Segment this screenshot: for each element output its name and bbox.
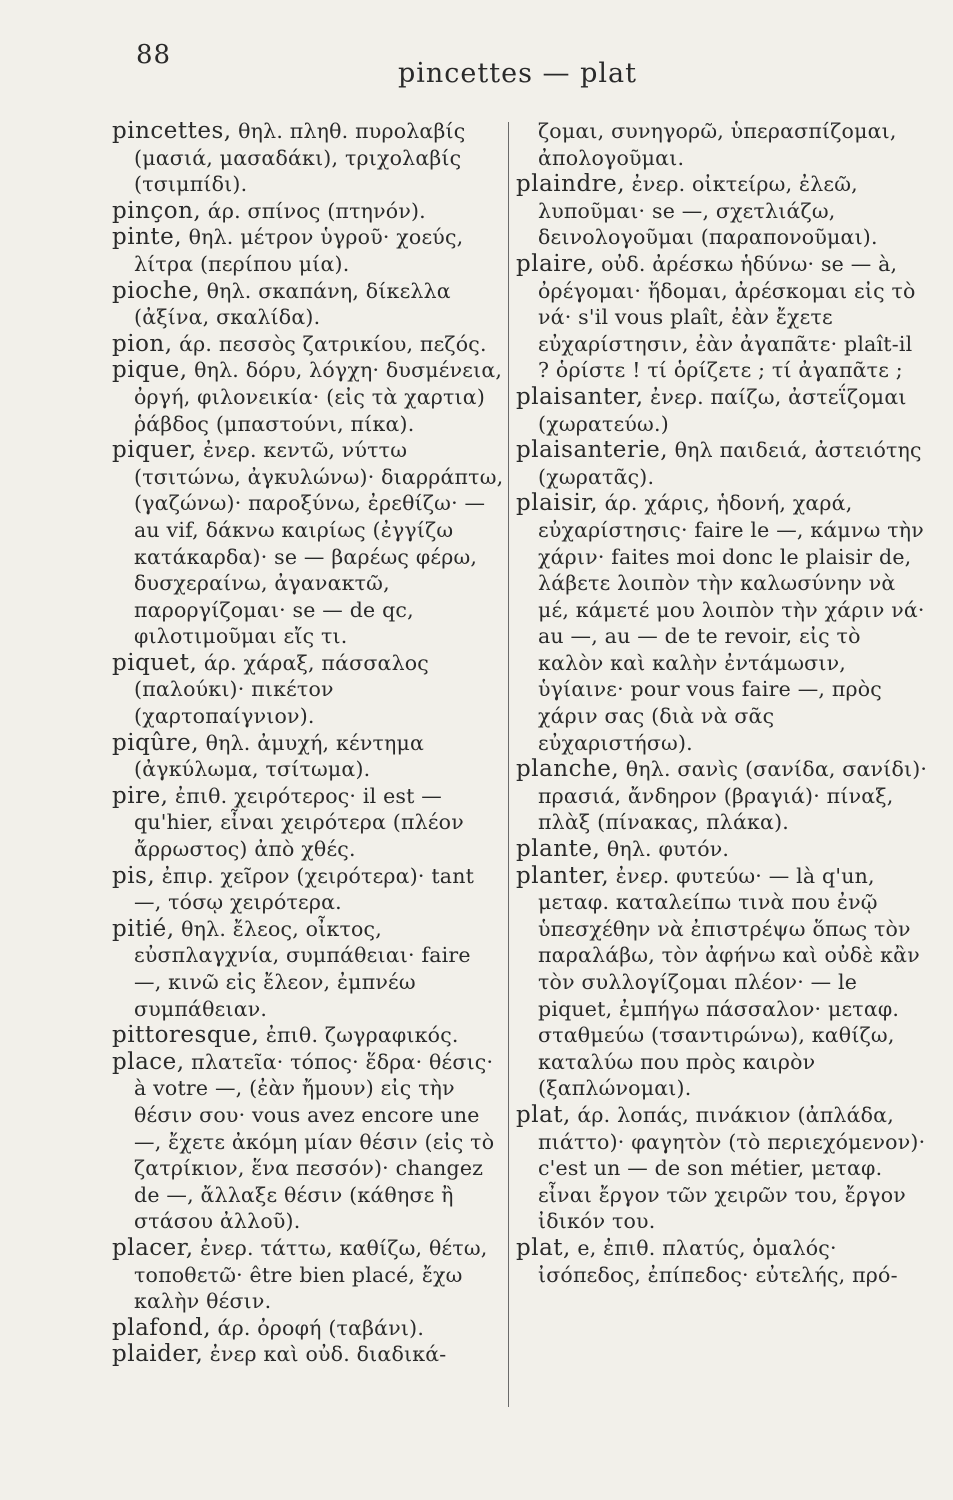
dictionary-entry [516, 118, 928, 171]
dictionary-entry [112, 278, 504, 331]
entry-definition: ἐνερ καὶ οὐδ. διαδικά- [209, 1342, 447, 1367]
dictionary-entry [112, 224, 504, 277]
entry-paragraph [112, 650, 504, 730]
entry-headword: plaisir, [516, 490, 599, 517]
entry-definition: ἐπιθ. ζωγραφικός. [265, 1023, 459, 1048]
entry-paragraph [112, 1315, 504, 1342]
entry-definition: θηλ. φυτόν. [606, 837, 730, 862]
entry-definition: άρ. ὀροφή (ταβάνι). [217, 1315, 425, 1340]
entry-paragraph [112, 783, 504, 863]
dictionary-entry [112, 650, 504, 730]
dictionary-entry [516, 251, 928, 384]
entry-headword: pitié, [112, 915, 175, 942]
dictionary-entry [112, 331, 504, 358]
dictionary-entry [112, 357, 504, 437]
entry-paragraph [112, 437, 504, 650]
entry-definition: άρ. χάρις, ἡδονή, χαρά, εὐχαρίστησις· faire le —, κάμνω τὴν χάριν· faites moi donc le plaisir de, λάβετε λοιπὸν τὴν καλωσύνην νὰ μέ, κάμετέ μου λοιπὸν τὴν χάριν νά· au —, au — de te revoir, εἰς τὸ καλὸν καὶ καλὴν ἐντάμωσιν, ὑγίαινε· pour vous faire —, πρὸς χάριν σας (διὰ νὰ σᾶς εὐχαριστήσω). [538, 491, 925, 755]
entry-definition: ἐνερ. οἰκτείρω, ἐλεῶ, λυποῦμαι· se —, σχετλιάζω, δεινολογοῦμαι (παραπονοῦμαι). [538, 172, 878, 250]
entry-paragraph [112, 916, 504, 1022]
entry-definition: ζομαι, συνηγορῶ, ὑπερασπίζομαι, ἀπολογοῦμαι. [538, 119, 897, 170]
dictionary-entry [516, 171, 928, 251]
dictionary-entry [112, 783, 504, 863]
entry-paragraph [112, 1341, 504, 1368]
dictionary-entry [112, 730, 504, 783]
entry-headword: pis, [112, 862, 156, 889]
running-head: pincettes — plat [398, 58, 637, 89]
entry-definition: πλατεῖα· τόπος· ἕδρα· θέσις· à votre —, (ἐὰν ἤμουν) εἰς τὴν θέσιν σου· vous avez encore une —, ἔχετε ἀκόμη μίαν θέσιν (εἰς τὸ ζατρίκιον, ἕνα πεσσόν)· changez de —, ἄλλαξε θέσιν (κάθησε ἢ στάσου ἀλλοῦ). [134, 1049, 495, 1234]
dictionary-entry [112, 118, 504, 198]
entry-paragraph [112, 224, 504, 277]
entry-paragraph [112, 1235, 504, 1315]
entry-paragraph [516, 756, 928, 836]
entry-definition: θηλ. ἔλεος, οἶκτος, εὐσπλαγχνία, συμπάθειαι· faire —, κινῶ εἰς ἔλεον, ἐμπνέω συμπάθειαν. [134, 916, 471, 1021]
entry-paragraph [112, 1022, 504, 1049]
entry-paragraph [112, 1049, 504, 1235]
entry-paragraph [112, 331, 504, 358]
entry-definition: άρ. χάραξ, πάσσαλος (παλούκι)· πικέτον (χαρτοπαίγνιον). [134, 650, 429, 729]
entry-definition: ἐνερ. τάττω, καθίζω, θέτω, τοποθετῶ· être bien placé, ἔχω καλὴν θέσιν. [134, 1235, 488, 1314]
dictionary-entry [516, 756, 928, 836]
entry-headword: pire, [112, 782, 169, 809]
entry-definition: ἐνερ. παίζω, ἀστεΐζομαι (χωρατεύω.) [538, 384, 907, 436]
right-column [516, 118, 928, 1288]
entry-headword: plaider, [112, 1341, 204, 1368]
entry-headword: piquet, [112, 649, 198, 676]
entry-headword: plat, [516, 1234, 571, 1261]
dictionary-entry [112, 863, 504, 916]
entry-definition: άρ. λοπάς, πινάκιον (ἀπλάδα, πιάττο)· φαγητὸν (τὸ περιεχόμενον)· c'est un — de son métier, μεταφ. εἶναι ἔργον τῶν χειρῶν του, ἔργον ἰδικόν του. [538, 1102, 926, 1234]
dictionary-entry [516, 490, 928, 756]
dictionary-entry [112, 1341, 504, 1368]
entry-paragraph [516, 384, 928, 437]
entry-headword: pinte, [112, 224, 183, 251]
entry-headword: plaire, [516, 250, 595, 277]
entry-headword: plafond, [112, 1314, 211, 1341]
entry-definition: θηλ. σανὶς (σανίδα, σανίδι)· πρασιά, ἄνδηρον (βραγιά)· πίναξ, πλὰξ (πίνακας, πλάκα). [538, 757, 928, 835]
column-divider [508, 122, 509, 1407]
entry-definition: ἐπιθ. χειρότερος· il est — qu'hier, εἶναι χειρότερα (πλέον ἄρρωστος) ἀπὸ χθές. [134, 783, 464, 862]
entry-paragraph [112, 357, 504, 437]
dictionary-entry [112, 198, 504, 225]
entry-paragraph [112, 863, 504, 916]
entry-headword: piqûre, [112, 729, 200, 756]
entry-definition: θηλ παιδειά, ἀστειότης (χωρατᾶς). [538, 438, 922, 489]
entry-definition: θηλ. μέτρον ὑγροῦ· χοεύς, λίτρα (περίπου μία). [134, 225, 464, 276]
entry-definition: θηλ. πληθ. πυρολαβίς (μασιά, μασαδάκι), τριχολαβίς (τσιμπίδι). [134, 119, 466, 197]
entry-paragraph [516, 1235, 928, 1288]
entry-paragraph [516, 490, 928, 756]
dictionary-entry [516, 1235, 928, 1288]
entry-headword: placer, [112, 1234, 194, 1261]
entry-headword: plaisanterie, [516, 437, 669, 464]
dictionary-entry [112, 916, 504, 1022]
entry-headword: plat, [516, 1101, 571, 1128]
entry-paragraph [112, 118, 504, 198]
entry-paragraph [516, 437, 928, 490]
entry-definition: θηλ. ἀμυχή, κέντημα (ἀγκύλωμα, τσίτωμα). [134, 730, 425, 782]
entry-headword: plante, [516, 836, 601, 863]
entry-paragraph [112, 730, 504, 783]
entry-headword: place, [112, 1048, 185, 1075]
entry-headword: piquer, [112, 437, 197, 464]
dictionary-entry [112, 1049, 504, 1235]
entry-definition: άρ. σπίνος (πτηνόν). [207, 198, 426, 223]
dictionary-entry [112, 437, 504, 650]
entry-definition: θηλ. δόρυ, λόγχη· δυσμένεια, ὀργή, φιλονεικία· (εἰς τὰ χαρτια) ῥάβδος (μπαστούνι, πίκα). [134, 358, 503, 436]
dictionary-entry [112, 1235, 504, 1315]
entry-headword: plaisanter, [516, 383, 644, 410]
entry-headword: pittoresque, [112, 1022, 260, 1049]
entry-paragraph [516, 863, 928, 1102]
entry-definition: ἐνερ. φυτεύω· — là q'un, μεταφ. καταλείπω τινὰ που ἐνῷ ὑπεσχέθην νὰ ἐπιστρέψω ὅπως τὸν παραλάβω, τὸν ἀφήνω καὶ οὐδὲ κἂν τὸν συλλογίζομαι πλέον· — le piquet, ἐμπήγω πάσσαλον· μεταφ. σταθμεύω (τσαντιρώνω), καθίζω, καταλύω που πρὸς καιρὸν (ξαπλώνομαι). [538, 863, 920, 1101]
entry-definition: e, ἐπιθ. πλατύς, ὁμαλός· ἰσόπεδος, ἐπίπεδος· εὐτελής, πρό- [538, 1235, 898, 1287]
entry-definition: ἐνερ. κεντῶ, νύττω (τσιτώνω, ἀγκυλώνω)· διαρράπτω, (γαζώνω)· παροξύνω, ἐρεθίζω· — au vif, δάκνω καιρίως (ἐγγίζω κατάκαρδα)· se — βαρέως φέρω, δυσχεραίνω, ἀγανακτῶ, παροργίζομαι· se — de qc, φιλοτιμοῦμαι εἴς τι. [134, 438, 504, 649]
entry-headword: plaindre, [516, 171, 626, 198]
entry-definition: οὐδ. ἀρέσκω ἡδύνω· se — à, ὀρέγομαι· ἥδομαι, ἀρέσκομαι εἰς τὸ νά· s'il vous plaît, ἐὰν ἔχετε εὐχαρίστησιν, ἐὰν ἀγαπᾶτε· plaît-il ? ὁρίστε ! τί ὁρίζετε ; τί ἀγαπᾶτε ; [538, 251, 916, 383]
dictionary-entry [516, 384, 928, 437]
entry-headword: pion, [112, 330, 173, 357]
entry-paragraph [516, 836, 928, 863]
entry-paragraph [516, 251, 928, 384]
entry-definition: ἐπιρ. χεῖρον (χειρότερα)· tant —, τόσῳ χειρότερα. [134, 863, 475, 915]
entry-headword: planter, [516, 862, 610, 889]
dictionary-entry [516, 863, 928, 1102]
entry-headword: pique, [112, 357, 188, 384]
dictionary-entry [112, 1022, 504, 1049]
entry-headword: pincettes, [112, 118, 232, 144]
entry-headword: pinçon, [112, 197, 202, 224]
dictionary-entry [516, 836, 928, 863]
page-number: 88 [136, 40, 172, 70]
dictionary-entry [112, 1315, 504, 1342]
entry-headword: pioche, [112, 277, 201, 304]
entry-paragraph [516, 1102, 928, 1235]
dictionary-entry [516, 1102, 928, 1235]
entry-definition: άρ. πεσσὸς ζατρικίου, πεζός. [179, 331, 487, 356]
entry-paragraph [516, 171, 928, 251]
entry-paragraph [516, 118, 928, 171]
dictionary-entry [516, 437, 928, 490]
entry-definition: θηλ. σκαπάνη, δίκελλα (ἀξίνα, σκαλίδα). [134, 278, 451, 330]
entry-paragraph [112, 278, 504, 331]
left-column [112, 118, 504, 1368]
entry-paragraph [112, 198, 504, 225]
entry-headword: planche, [516, 756, 620, 783]
